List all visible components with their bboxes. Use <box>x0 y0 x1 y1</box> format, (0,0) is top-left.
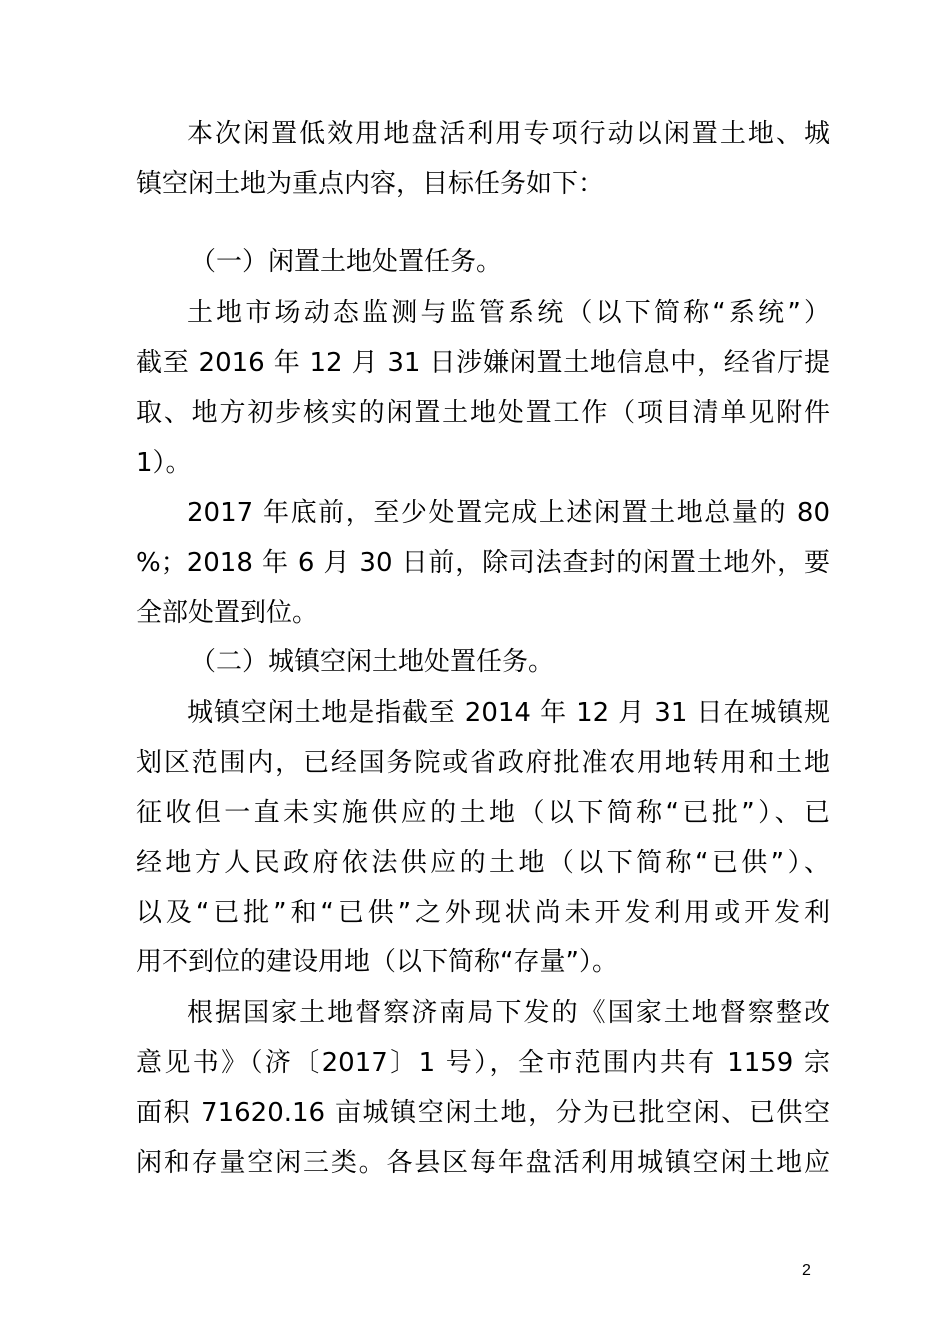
intro-line-1: 本次闲置低效用地盘活利用专项行动以闲置土地、城 <box>187 119 830 149</box>
section-heading-2: （二）城镇空闲土地处置任务。 <box>190 647 555 677</box>
p4-line-3: 面积 71620.16 亩城镇空闲土地，分为已批空闲、已供空 <box>136 1098 830 1128</box>
p3-line-6: 用不到位的建设用地（以下简称“存量”）。 <box>136 947 618 977</box>
p1-line-4: 1）。 <box>136 448 192 478</box>
p1-line-2: 截至 2016 年 12 月 31 日涉嫌闲置土地信息中，经省厅提 <box>136 348 830 378</box>
intro-line-2: 镇空闲土地为重点内容，目标任务如下： <box>136 169 605 199</box>
p3-line-2: 划区范围内，已经国务院或省政府批准农用地转用和土地 <box>136 748 830 778</box>
p3-line-5: 以及“已批”和“已供”之外现状尚未开发利用或开发利 <box>136 898 830 928</box>
p4-line-1: 根据国家土地督察济南局下发的《国家土地督察整改 <box>187 998 830 1028</box>
p3-line-3: 征收但一直未实施供应的土地（以下简称“已批”）、已 <box>136 798 830 828</box>
p2-line-2: %；2018 年 6 月 30 日前，除司法查封的闲置土地外，要 <box>136 548 830 578</box>
p2-line-3: 全部处置到位。 <box>136 598 319 628</box>
p1-line-1: 土地市场动态监测与监管系统（以下简称“系统”） <box>187 298 830 328</box>
page-number: 2 <box>802 1262 811 1279</box>
p4-line-4: 闲和存量空闲三类。各县区每年盘活利用城镇空闲土地应 <box>136 1148 830 1178</box>
p1-line-3: 取、地方初步核实的闲置土地处置工作（项目清单见附件 <box>136 398 830 428</box>
p3-line-1: 城镇空闲土地是指截至 2014 年 12 月 31 日在城镇规 <box>187 698 830 728</box>
p3-line-4: 经地方人民政府依法供应的土地（以下简称“已供”）、 <box>136 848 830 878</box>
section-heading-1: （一）闲置土地处置任务。 <box>190 247 503 277</box>
p2-line-1: 2017 年底前，至少处置完成上述闲置土地总量的 80 <box>187 498 830 528</box>
p4-line-2: 意见书》（济〔2017〕1 号），全市范围内共有 1159 宗 <box>136 1048 830 1078</box>
